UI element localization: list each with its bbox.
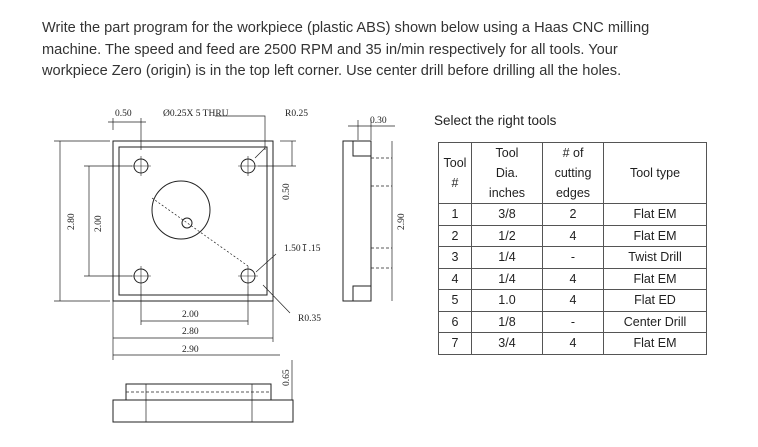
header-cutting-edges: # of cutting edges <box>543 143 604 204</box>
dim-r025: R0.25 <box>285 109 308 119</box>
cell-type: Twist Drill <box>604 247 707 269</box>
dim-050-top: 0.50 <box>115 109 132 119</box>
tools-title: Select the right tools <box>434 113 557 128</box>
dim-065: 0.65 <box>282 369 292 386</box>
dim-280-width: 2.80 <box>182 327 199 337</box>
table-row <box>439 311 707 333</box>
table-row <box>439 225 707 247</box>
cell-edges: - <box>543 247 604 269</box>
plate-outline <box>113 141 273 301</box>
pocket-circle <box>152 181 210 239</box>
cell-dia: 1/4 <box>472 268 543 290</box>
table-row <box>439 247 707 269</box>
dim-holes: Ø0.25X 5 THRU <box>163 109 229 119</box>
bottom-view-outline <box>113 400 293 422</box>
dim-r035: R0.35 <box>298 314 321 324</box>
cell-num: 1 <box>439 204 472 226</box>
cell-num: 5 <box>439 290 472 312</box>
hole <box>182 218 192 228</box>
cell-dia: 1/8 <box>472 311 543 333</box>
dim-200-height: 2.00 <box>94 215 104 232</box>
dim-200-width: 2.00 <box>182 310 199 320</box>
cell-dia: 1.0 <box>472 290 543 312</box>
problem-line: machine. The speed and feed are 2500 RPM and 35 in/min respectively for all tools. Your <box>42 41 618 58</box>
header-tool-type: Tool type <box>604 143 707 204</box>
cell-dia: 1/2 <box>472 225 543 247</box>
problem-line: Write the part program for the workpiece (plastic ABS) shown below using a Haas CNC milling <box>42 20 650 36</box>
cell-num: 7 <box>439 333 472 355</box>
dim-050-side: 0.50 <box>282 183 292 200</box>
cell-edges: - <box>543 311 604 333</box>
cell-type: Flat EM <box>604 333 707 355</box>
cell-dia: 1/4 <box>472 247 543 269</box>
cell-num: 6 <box>439 311 472 333</box>
cell-edges: 4 <box>543 290 604 312</box>
dim-290-height: 2.90 <box>397 213 407 230</box>
cell-type: Flat ED <box>604 290 707 312</box>
table-row <box>439 333 707 355</box>
table-row <box>439 268 707 290</box>
cell-num: 3 <box>439 247 472 269</box>
table-header-row <box>439 143 707 204</box>
cell-edges: 4 <box>543 268 604 290</box>
dim-290-width: 2.90 <box>182 345 199 355</box>
problem-line: workpiece Zero (origin) is in the top left corner. Use center drill before drilling all the holes. <box>42 63 622 79</box>
dim-pocket: 1.50↧.15 <box>284 244 321 254</box>
cell-type: Flat EM <box>604 268 707 290</box>
table-row <box>439 204 707 226</box>
cell-type: Center Drill <box>604 311 707 333</box>
side-view-outline <box>343 141 371 301</box>
cell-dia: 3/4 <box>472 333 543 355</box>
dim-280-height: 2.80 <box>67 213 77 230</box>
tools-table <box>438 142 707 355</box>
cell-edges: 4 <box>543 333 604 355</box>
cell-edges: 4 <box>543 225 604 247</box>
table-row <box>439 290 707 312</box>
cell-edges: 2 <box>543 204 604 226</box>
cell-num: 4 <box>439 268 472 290</box>
cell-type: Flat EM <box>604 225 707 247</box>
cell-dia: 3/8 <box>472 204 543 226</box>
cell-num: 2 <box>439 225 472 247</box>
dim-030: 0.30 <box>370 116 387 126</box>
header-tool-dia: Tool Dia. inches <box>472 143 543 204</box>
header-tool-number: Tool # <box>439 143 472 204</box>
cell-type: Flat EM <box>604 204 707 226</box>
